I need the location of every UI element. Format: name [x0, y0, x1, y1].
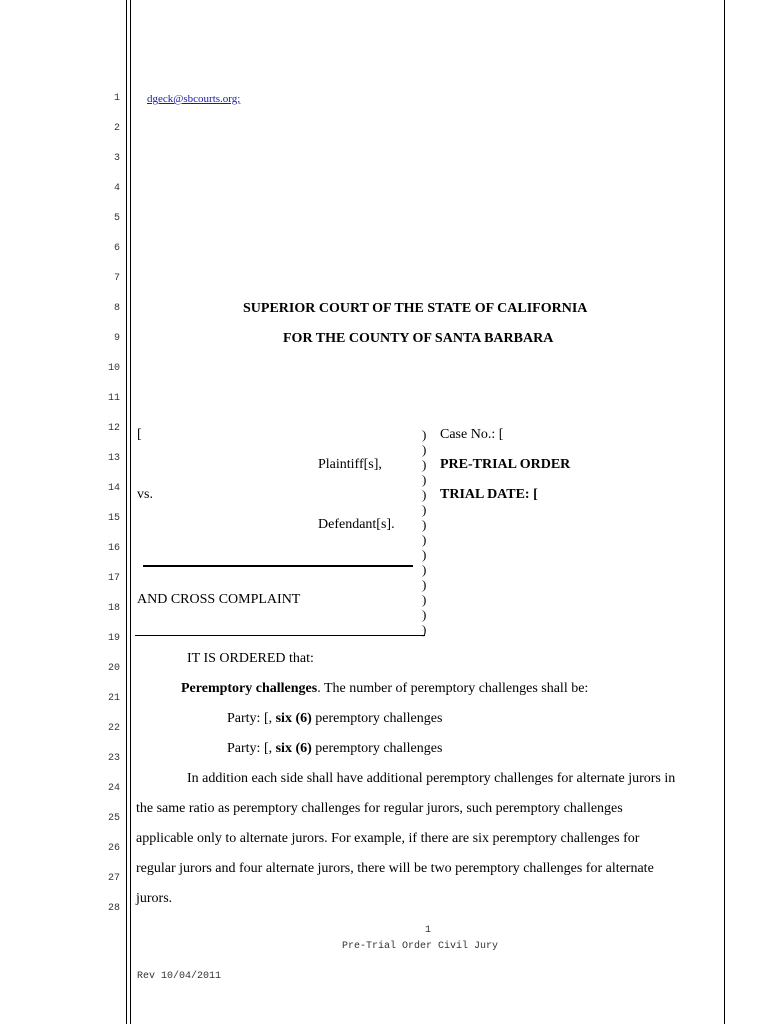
paragraph-line: applicable only to alternate jurors. For example, if there are six peremptory challenges for [136, 831, 640, 846]
case-number: Case No.: [ [440, 427, 504, 442]
plaintiff-label: Plaintiff[s], [318, 457, 382, 472]
line-number: 7 [113, 273, 120, 284]
line-number: 15 [107, 513, 120, 524]
line-number: 1 [113, 93, 120, 104]
line-number: 19 [107, 633, 120, 644]
line-number: 16 [107, 543, 120, 554]
document-title: PRE-TRIAL ORDER [440, 457, 571, 472]
party-prefix: Party: [, [227, 741, 276, 756]
peremptory-text: . The number of peremptory challenges shall be: [317, 681, 589, 696]
footer-title: Pre-Trial Order Civil Jury [342, 941, 499, 952]
peremptory-paragraph [181, 680, 588, 697]
cross-complaint-label: AND CROSS COMPLAINT [137, 592, 301, 607]
line-number: 20 [107, 663, 120, 674]
line-number: 24 [107, 783, 120, 794]
line-number: 14 [107, 483, 120, 494]
line-number: 4 [113, 183, 120, 194]
plaintiff-name-placeholder: [ [137, 427, 142, 442]
caption-bottom-rule [135, 635, 425, 636]
left-margin-rule-2 [130, 0, 131, 1024]
paragraph-line: the same ratio as peremptory challenges for regular jurors, such peremptory challenges [136, 801, 623, 816]
order-intro: IT IS ORDERED that: [187, 651, 314, 666]
paragraph-line: jurors. [136, 891, 173, 906]
attorney-email-link[interactable]: dgeck@sbcourts.org; [147, 93, 241, 105]
line-number: 23 [107, 753, 120, 764]
caption-separator [143, 565, 413, 567]
line-number: 5 [113, 213, 120, 224]
trial-date: TRIAL DATE: [ [440, 487, 538, 502]
defendant-label: Defendant[s]. [318, 517, 395, 532]
paragraph-line: regular jurors and four alternate jurors, there will be two peremptory challenges for alternate [136, 861, 654, 876]
versus-label: vs. [137, 487, 153, 502]
right-margin-rule [724, 0, 725, 1024]
line-number: 10 [107, 363, 120, 374]
caption-parentheses: ) ) ) ) ) ) ) ) ) ) ) ) ) ) [422, 427, 427, 637]
line-number: 3 [113, 153, 120, 164]
line-number: 27 [107, 873, 120, 884]
party-count: six (6) [275, 711, 312, 726]
line-number: 22 [107, 723, 120, 734]
line-number: 2 [113, 123, 120, 134]
line-number: 6 [113, 243, 120, 254]
line-number: 13 [107, 453, 120, 464]
party-count: six (6) [275, 741, 312, 756]
party-line [227, 710, 442, 727]
line-number: 9 [113, 333, 120, 344]
paragraph-line: In addition each side shall have additional peremptory challenges for alternate jurors in [187, 771, 676, 786]
left-margin-rule-1 [126, 0, 127, 1024]
page-number: 1 [425, 925, 432, 936]
peremptory-heading: Peremptory challenges [181, 681, 318, 696]
line-number: 8 [113, 303, 120, 314]
line-number: 18 [107, 603, 120, 614]
party-suffix: peremptory challenges [311, 741, 443, 756]
line-number: 26 [107, 843, 120, 854]
line-number: 11 [107, 393, 120, 404]
party-suffix: peremptory challenges [311, 711, 443, 726]
county-name: FOR THE COUNTY OF SANTA BARBARA [283, 331, 554, 346]
line-number: 12 [107, 423, 120, 434]
line-number: 28 [107, 903, 120, 914]
party-line [227, 740, 442, 757]
line-number: 21 [107, 693, 120, 704]
party-prefix: Party: [, [227, 711, 276, 726]
line-number: 17 [107, 573, 120, 584]
line-number: 25 [107, 813, 120, 824]
court-name: SUPERIOR COURT OF THE STATE OF CALIFORNIA [243, 301, 588, 316]
revision-date: Rev 10/04/2011 [137, 971, 222, 982]
